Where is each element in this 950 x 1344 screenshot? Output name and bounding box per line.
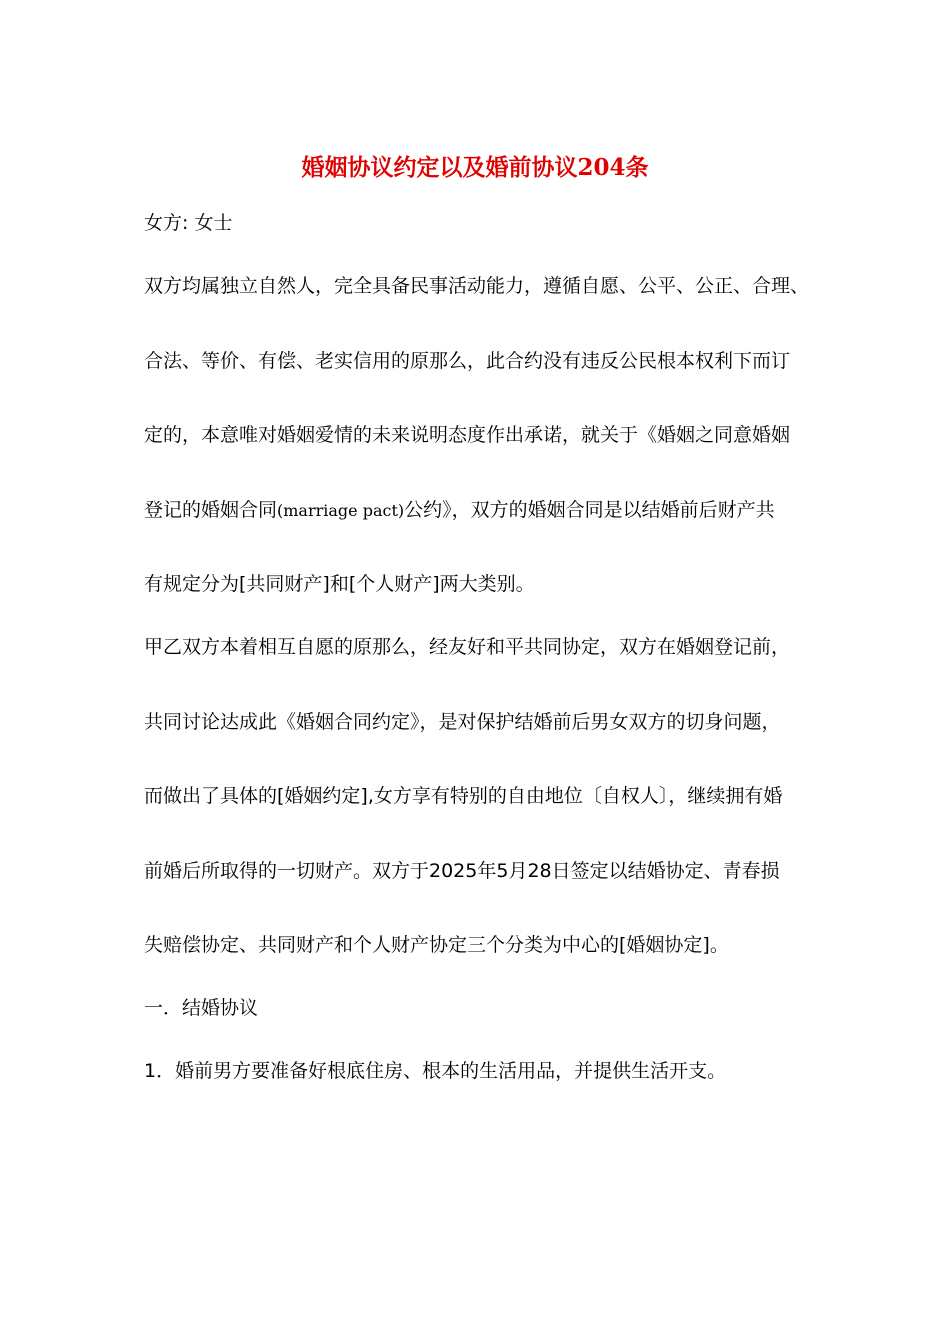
party-line: 女方: 女士 xyxy=(144,212,233,234)
paragraph2-line2: 共同讨论达成此《婚姻合同约定》，是对保护结婚前后男女双方的切身问题， xyxy=(144,711,781,733)
paragraph2-line1: 甲乙双方本着相互自愿的原那么，经友好和平共同协定，双方在婚姻登记前， xyxy=(144,636,791,658)
paragraph1-line4-part1: 登记的婚姻合同 xyxy=(144,499,278,521)
paragraph1-line4 xyxy=(144,495,775,526)
paragraph1-line2: 合法、等价、有偿、老实信用的原那么，此合约没有违反公民根本权利下而订 xyxy=(144,350,791,372)
paragraph1-line4-english: (marriage pact) xyxy=(277,501,405,520)
paragraph1-line3: 定的，本意唯对婚姻爱情的未来说明态度作出承诺，就关于《婚姻之同意婚姻 xyxy=(144,424,791,446)
list-item: 1．婚前男方要准备好根底住房、根本的生活用品，并提供生活开支。 xyxy=(144,1060,727,1082)
paragraph1-line5: 有规定分为[共同财产]和[个人财产]两大类别。 xyxy=(144,573,535,595)
section-heading: 一．结婚协议 xyxy=(144,997,259,1019)
paragraph2-line5: 失赔偿协定、共同财产和个人财产协定三个分类为中心的[婚姻协定]。 xyxy=(144,934,729,956)
paragraph2-line3: 而做出了具体的[婚姻约定],女方享有特别的自由地位〔自权人〕，继续拥有婚 xyxy=(144,785,783,807)
document-title: 婚姻协议约定以及婚前协议204条 xyxy=(301,154,649,181)
paragraph1-line4-part3: 公约》，双方的婚姻合同是以结婚前后财产共 xyxy=(404,499,775,521)
paragraph2-line4: 前婚后所取得的一切财产。双方于2025年5月28日签定以结婚协定、青春损 xyxy=(144,860,780,882)
paragraph1-line1: 双方均属独立自然人，完全具备民事活动能力，遵循自愿、公平、公正、合理、 xyxy=(144,275,810,297)
